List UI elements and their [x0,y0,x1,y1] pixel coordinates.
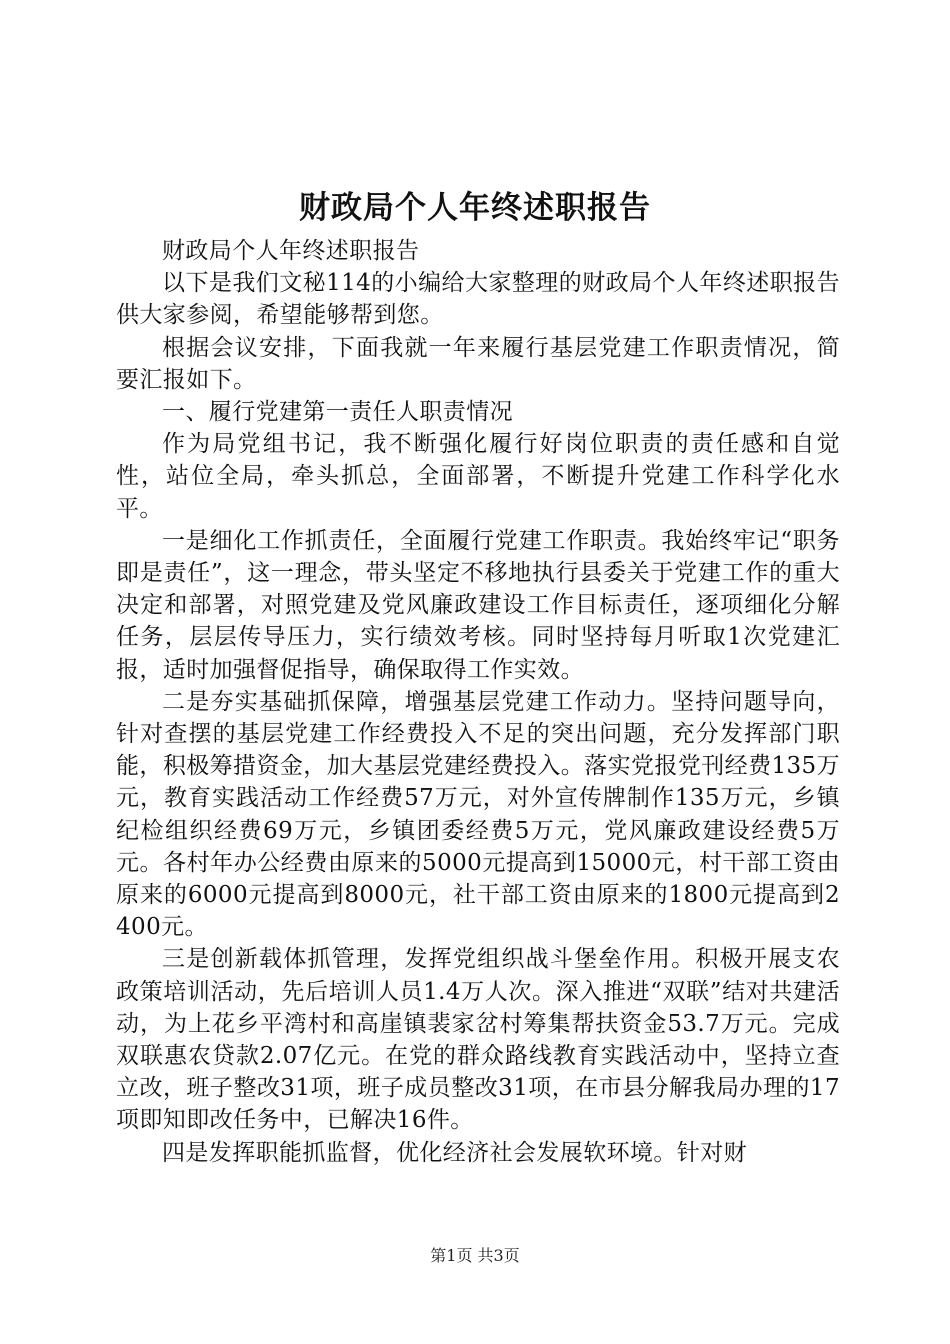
section-heading-1: 一、履行党建第一责任人职责情况 [162,399,513,426]
document-title: 财政局个人年终述职报告 [299,190,651,226]
paragraph-point-2: 二是夯实基础抓保障，增强基层党建工作动力。坚持问题导向，针对查摆的基层党建工作经费投入不足的突出问题，充分发挥部门职能，积极筹措资金，加大基层党建经费投入。落实党报党刊经费135万元，教育实践活动工作经费57万元，对外宣传牌制作135万元，乡镇纪检组织经费69万元，乡镇团委经费5万元，党风廉政建设经费5万元。各村年办公经费由原来的5000元提高到15000元，村干部工资由原来的6000元提高到8000元，社干部工资由原来的1800元提高到2400元。 [116,688,840,941]
paragraph-point-4: 四是发挥职能抓监督，优化经济社会发展软环境。针对财 [162,1139,747,1166]
paragraph-intro: 以下是我们文秘114的小编给大家整理的财政局个人年终述职报告供大家参阅，希望能够帮到您。 [116,270,840,329]
paragraph-subtitle: 财政局个人年终述职报告 [162,238,420,264]
paragraph-point-3: 三是创新载体抓管理，发挥党组织战斗堡垒作用。积极开展支农政策培训活动，先后培训人员1.4万人次。深入推进“双联”结对共建活动，为上花乡平湾村和高崖镇裴家岔村筹集帮扶资金53.7万元。完成双联惠农贷款2.07亿元。在党的群众路线教育实践活动中，坚持立查立改，班子整改31项，班子成员整改31项，在市县分解我局办理的17项即知即改任务中，已解决16件。 [116,946,840,1134]
paragraph-meeting: 根据会议安排，下面我就一年来履行基层党建工作职责情况，简要汇报如下。 [116,334,840,393]
paragraph-point-1: 一是细化工作抓责任，全面履行党建工作职责。我始终牢记“职务即是责任”，这一理念，带头坚定不移地执行县委关于党建工作的重大决定和部署，对照党建及党风廉政建设工作目标责任，逐项细化分解任务，层层传导压力，实行绩效考核。同时坚持每月听取1次党建汇报，适时加强督促指导，确保取得工作实效。 [116,527,840,683]
paragraph-secretary: 作为局党组书记，我不断强化履行好岗位职责的责任感和自觉性，站位全局，牵头抓总，全面部署，不断提升党建工作科学化水平。 [116,431,840,522]
document-body [116,235,840,1169]
page-number-footer: 第1页 共3页 [430,1246,520,1265]
